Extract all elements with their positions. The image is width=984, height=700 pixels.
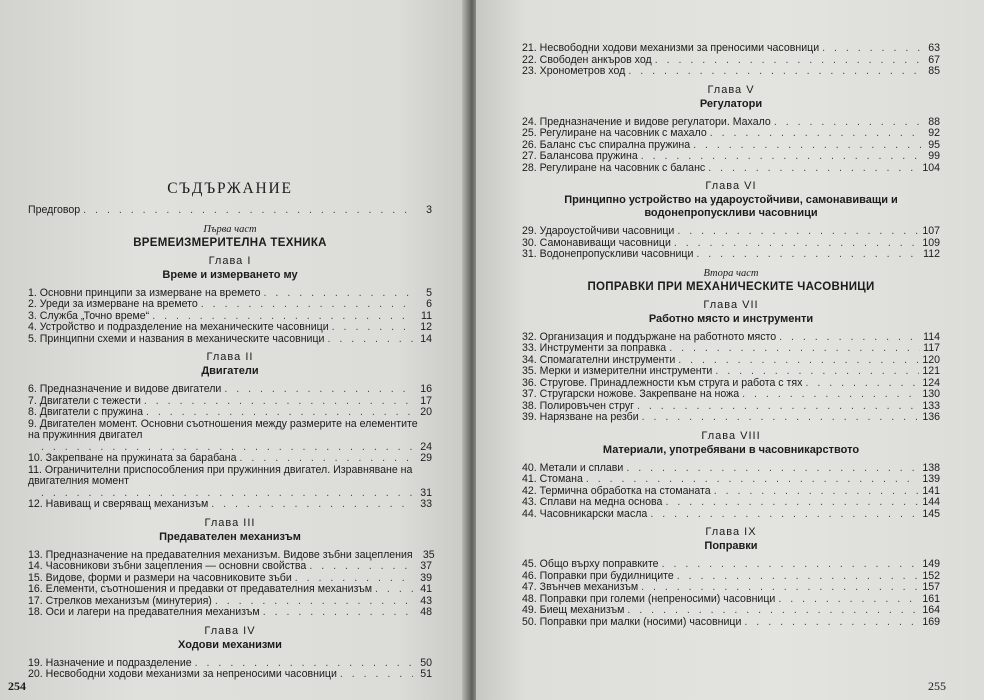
dot-leader bbox=[626, 463, 919, 475]
dot-leader bbox=[669, 343, 920, 355]
dot-leader bbox=[677, 571, 920, 583]
entry-text: 11. Ограничителни приспособления при пружинния двигател. Изравняване на двигателния момент bbox=[28, 463, 413, 487]
entry-text: 28. Регулиране на часовник с баланс bbox=[522, 161, 706, 174]
entry-page: 39 bbox=[420, 571, 432, 584]
entry-text: 50. Поправки при малки (носими) часовници bbox=[522, 615, 742, 628]
dot-leader bbox=[586, 474, 919, 486]
toc-entry bbox=[28, 419, 432, 454]
entry-text: 40. Метали и сплави bbox=[522, 461, 624, 474]
entry-page: 95 bbox=[928, 138, 940, 151]
entry-page: 133 bbox=[922, 399, 940, 412]
chapter-label: Глава IX bbox=[705, 526, 757, 538]
dot-leader bbox=[211, 499, 413, 511]
entry-page: 149 bbox=[922, 558, 940, 570]
dot-leader bbox=[375, 584, 413, 596]
dot-leader bbox=[642, 412, 920, 424]
entry-text: 39. Нарязване на резби bbox=[522, 411, 639, 423]
chapter-label: Глава VIII bbox=[701, 429, 761, 442]
entry-page: 130 bbox=[922, 388, 940, 400]
toc-entry bbox=[28, 384, 432, 396]
entry-page: 107 bbox=[922, 225, 940, 237]
toc-entry bbox=[28, 607, 432, 619]
entry-text: 45. Общо върху поправките bbox=[522, 558, 659, 570]
dot-leader bbox=[693, 140, 921, 152]
entry-page: 99 bbox=[928, 150, 940, 162]
dot-leader bbox=[665, 497, 919, 509]
left-toc bbox=[28, 180, 435, 681]
entry-text: 42. Термична обработка на стоманата bbox=[522, 484, 711, 497]
dot-leader bbox=[710, 128, 921, 140]
entry-page: 85 bbox=[928, 65, 940, 77]
dot-leader bbox=[327, 334, 413, 346]
toc-entry bbox=[522, 151, 940, 163]
entry-page: 120 bbox=[922, 353, 940, 366]
entry-text: 37. Стругарски ножове. Закрепване на ножа bbox=[522, 388, 740, 400]
contents-title: СЪДЪРЖАНИЕ bbox=[167, 180, 293, 197]
entry-text: 32. Организация и поддържане на работното място bbox=[522, 330, 777, 343]
toc-entry bbox=[522, 249, 940, 261]
toc-entry bbox=[522, 366, 940, 378]
entry-text: 2. Уреди за измерване на времето bbox=[28, 298, 198, 310]
entry-page: 117 bbox=[923, 342, 940, 354]
chapter-label: Глава I bbox=[208, 254, 252, 267]
chapter-title: Материали, употребявани в часовникарството bbox=[602, 443, 860, 456]
entry-text: 30. Самонавиващи часовници bbox=[522, 236, 671, 249]
entry-text: 33. Инструменти за поправка bbox=[522, 342, 667, 354]
entry-text: 46. Поправки при будилниците bbox=[522, 569, 674, 582]
part-label: Втора част bbox=[703, 267, 759, 279]
entry-page: 164 bbox=[922, 604, 940, 616]
entry-text: 8. Двигатели с пружина bbox=[28, 406, 144, 418]
toc-entry bbox=[522, 559, 940, 571]
entry-page: 112 bbox=[923, 248, 940, 260]
entry-text: 19. Назначение и подразделение bbox=[28, 656, 192, 669]
toc-entry bbox=[522, 463, 940, 475]
toc-entry bbox=[28, 299, 432, 311]
entry-page: 63 bbox=[928, 42, 940, 54]
dot-leader bbox=[677, 226, 919, 238]
chapter-title: Предавателен механизъм bbox=[159, 530, 301, 543]
toc-entry bbox=[522, 343, 940, 355]
entry-page: 104 bbox=[922, 161, 940, 174]
entry-page: 161 bbox=[922, 592, 940, 605]
toc-entry bbox=[522, 474, 940, 486]
chapter-title: Време и измерването му bbox=[162, 268, 298, 281]
entry-text: 20. Несвободни ходови механизми за непреносими часовници bbox=[28, 668, 337, 680]
entry-text: 4. Устройство и подразделение на механическите часовници bbox=[28, 321, 329, 333]
entry-text: 29. Удароустойчиви часовници bbox=[522, 225, 675, 237]
chapter-label: Глава V bbox=[707, 83, 755, 96]
left-chapters bbox=[28, 254, 435, 681]
entry-page: 41 bbox=[420, 583, 432, 595]
dot-leader bbox=[627, 605, 919, 617]
dot-leader bbox=[714, 486, 920, 498]
dot-leader bbox=[309, 561, 413, 573]
entry-page: 31 bbox=[420, 486, 432, 499]
entry-text: 34. Спомагателни инструменти bbox=[522, 353, 676, 366]
entry-page: 6 bbox=[426, 298, 432, 310]
entry-text: 22. Свободен анкъров ход bbox=[522, 53, 652, 66]
part-title: ПОПРАВКИ ПРИ МЕХАНИЧЕСКИТЕ ЧАСОВНИЦИ bbox=[587, 280, 875, 293]
toc-entry bbox=[522, 605, 940, 617]
entry-page: 145 bbox=[922, 507, 940, 520]
entry-page: 141 bbox=[922, 484, 940, 497]
entry-page: 12 bbox=[420, 321, 432, 333]
chapter-title: Ходови механизми bbox=[178, 638, 282, 651]
page-number: 254 bbox=[8, 679, 26, 693]
toc-entry bbox=[522, 412, 940, 424]
toc-entry bbox=[522, 617, 940, 629]
right-chapters-part2 bbox=[522, 299, 940, 629]
entry-text: 43. Сплави на медна основа bbox=[522, 496, 663, 508]
dot-leader bbox=[708, 163, 919, 175]
chapter-label: Глава VII bbox=[703, 298, 759, 311]
entry-page: 3 bbox=[426, 204, 432, 216]
entry-page: 139 bbox=[922, 473, 940, 485]
entry-text: 38. Полировъчен струг bbox=[522, 399, 635, 412]
entry-page: 16 bbox=[420, 383, 432, 395]
dot-leader bbox=[805, 378, 919, 390]
entry-page: 5 bbox=[426, 286, 432, 299]
entry-text: 26. Баланс със спирална пружина bbox=[522, 138, 691, 151]
entry-page: 14 bbox=[420, 332, 432, 345]
entry-text: 36. Стругове. Принадлежности към струга и работа с тях bbox=[522, 376, 803, 389]
left-page bbox=[0, 0, 466, 700]
entry-page: 124 bbox=[922, 376, 940, 389]
entry-page: 92 bbox=[928, 127, 940, 139]
dot-leader bbox=[715, 366, 919, 378]
dot-leader bbox=[641, 582, 919, 594]
entry-text: 12. Навиващ и сверяващ механизъм bbox=[28, 498, 209, 510]
entry-text: 3. Служба „Точно време“ bbox=[28, 309, 150, 322]
entry-text: 24. Предназначение и видове регулатори. Махало bbox=[522, 115, 771, 128]
entry-page: 50 bbox=[420, 656, 432, 669]
toc-entry bbox=[522, 43, 940, 55]
entry-page: 29 bbox=[420, 452, 432, 464]
dot-leader bbox=[340, 669, 413, 681]
dot-leader bbox=[650, 509, 919, 521]
dot-leader bbox=[774, 117, 921, 129]
entry-page: 136 bbox=[922, 411, 940, 423]
toc-entry bbox=[522, 509, 940, 521]
entry-text: 7. Двигатели с тежести bbox=[28, 394, 141, 407]
dot-leader bbox=[83, 205, 413, 217]
toc-entry bbox=[522, 226, 940, 238]
right-page bbox=[476, 0, 984, 700]
entry-text: 41. Стомана bbox=[522, 473, 583, 485]
dot-leader bbox=[778, 594, 919, 606]
toc-entry bbox=[522, 497, 940, 509]
entry-page: 67 bbox=[928, 53, 940, 66]
dot-leader bbox=[641, 151, 921, 163]
entry-text: 23. Хронометров ход bbox=[522, 65, 626, 77]
chapter-title: Двигатели bbox=[201, 365, 259, 377]
dot-leader bbox=[779, 332, 920, 344]
chapter-label: Глава III bbox=[204, 516, 256, 529]
toc-entry bbox=[522, 128, 940, 140]
entry-text: 21. Несвободни ходови механизми за преносими часовници bbox=[522, 42, 820, 54]
entry-page: 138 bbox=[922, 461, 940, 474]
entry-text: 13. Предназначение на предавателния механизъм. Видове зъбни зацепления bbox=[28, 548, 413, 561]
dot-leader bbox=[742, 389, 919, 401]
entry-page: 51 bbox=[420, 668, 432, 680]
entry-page: 17 bbox=[420, 394, 432, 407]
dot-leader bbox=[696, 249, 920, 261]
entry-page: 114 bbox=[923, 330, 940, 343]
entry-page: 48 bbox=[420, 606, 432, 618]
entry-page: 109 bbox=[922, 236, 940, 249]
chapter-title: Регулатори bbox=[699, 97, 763, 110]
entry-page: 20 bbox=[420, 406, 432, 418]
chapter-title: Поправки bbox=[704, 540, 758, 552]
entry-text: 1. Основни принципи за измерване на времето bbox=[28, 286, 261, 299]
dot-leader bbox=[655, 55, 921, 67]
entry-text: 18. Оси и лагери на предавателния механизъм bbox=[28, 606, 260, 618]
entry-page: 144 bbox=[922, 496, 940, 508]
entry-text: 25. Регулиране на часовник с махало bbox=[522, 127, 707, 139]
toc-entry bbox=[28, 334, 432, 346]
entry-text: 31. Водонепропускливи часовници bbox=[522, 248, 694, 260]
entry-text: 49. Биещ механизъм bbox=[522, 604, 625, 616]
toc-entry bbox=[28, 322, 432, 334]
toc-entry bbox=[28, 465, 432, 500]
dot-leader bbox=[628, 66, 921, 78]
dot-leader bbox=[144, 396, 413, 408]
right-toc bbox=[522, 43, 940, 628]
entry-page: 24 bbox=[420, 440, 432, 453]
entry-text: 17. Стрелков механизъм (минутерия) bbox=[28, 594, 212, 607]
toc-entry bbox=[522, 582, 940, 594]
dot-leader bbox=[263, 607, 413, 619]
dot-leader bbox=[637, 401, 919, 413]
chapter-label: Глава VI bbox=[705, 180, 757, 192]
toc-entry bbox=[28, 584, 432, 596]
toc-entry bbox=[28, 499, 432, 511]
dot-leader bbox=[332, 322, 413, 334]
dot-leader bbox=[744, 617, 919, 629]
entry-text: 10. Закрепване на пружината за барабана bbox=[28, 452, 237, 464]
entry-page: 37 bbox=[420, 560, 432, 572]
dot-leader bbox=[822, 43, 921, 55]
toc-entry bbox=[28, 561, 432, 573]
right-top-entries bbox=[522, 43, 940, 78]
entry-text: 16. Елементи, съотношения и предавки от предавателния механизъм bbox=[28, 583, 373, 595]
entry-page: 43 bbox=[420, 594, 432, 607]
entry-page: 11 bbox=[421, 309, 432, 322]
entry-text: 35. Мерки и измерителни инструменти bbox=[522, 365, 713, 377]
chapter-title: Принципно устройство на удароустойчиви, самонавиващи и водонепропускливи часовници bbox=[564, 194, 898, 219]
entry-page: 88 bbox=[928, 115, 940, 128]
entry-page: 152 bbox=[922, 569, 940, 582]
toc-entry bbox=[522, 163, 940, 175]
dot-leader bbox=[678, 355, 919, 367]
toc-entry-preface bbox=[28, 205, 432, 217]
dot-leader bbox=[264, 288, 413, 300]
part-label: Първа част bbox=[203, 223, 257, 235]
chapter-label: Глава II bbox=[206, 351, 254, 363]
right-chapters-part1 bbox=[522, 84, 940, 261]
chapter-label: Глава IV bbox=[204, 624, 256, 637]
entry-text: 6. Предназначение и видове двигатели bbox=[28, 383, 222, 395]
entry-text: 9. Двигателен момент. Основни съотношения между размерите на елементите на пружинния двигател bbox=[28, 417, 418, 441]
entry-page: 169 bbox=[922, 615, 940, 628]
toc-entry bbox=[522, 66, 940, 78]
page-number: 255 bbox=[928, 679, 946, 693]
dot-leader bbox=[662, 559, 920, 571]
toc-entry bbox=[522, 389, 940, 401]
entry-text: 48. Поправки при големи (непреносими) часовници bbox=[522, 592, 776, 605]
entry-text: 14. Часовникови зъбни зацепления — основни свойства bbox=[28, 560, 307, 572]
entry-text: Предговор bbox=[28, 204, 81, 216]
entry-page: 121 bbox=[922, 365, 940, 377]
entry-text: 15. Видове, форми и размери на часовниковите зъби bbox=[28, 571, 292, 584]
part-title: ВРЕМЕИЗМЕРИТЕЛНА ТЕХНИКА bbox=[133, 236, 327, 249]
entry-text: 44. Часовникарски масла bbox=[522, 507, 648, 520]
entry-text: 47. Звънчев механизъм bbox=[522, 581, 639, 593]
entry-text: 27. Балансова пружина bbox=[522, 150, 638, 162]
entry-page: 157 bbox=[922, 581, 940, 593]
entry-page: 33 bbox=[420, 498, 432, 510]
dot-leader bbox=[201, 299, 413, 311]
dot-leader bbox=[674, 238, 919, 250]
entry-text: 5. Принципни схеми и названия в механическите часовници bbox=[28, 332, 325, 345]
dot-leader bbox=[224, 384, 413, 396]
chapter-title: Работно място и инструменти bbox=[648, 312, 814, 325]
entry-page: 35 bbox=[422, 548, 435, 561]
toc-entry bbox=[28, 669, 432, 681]
